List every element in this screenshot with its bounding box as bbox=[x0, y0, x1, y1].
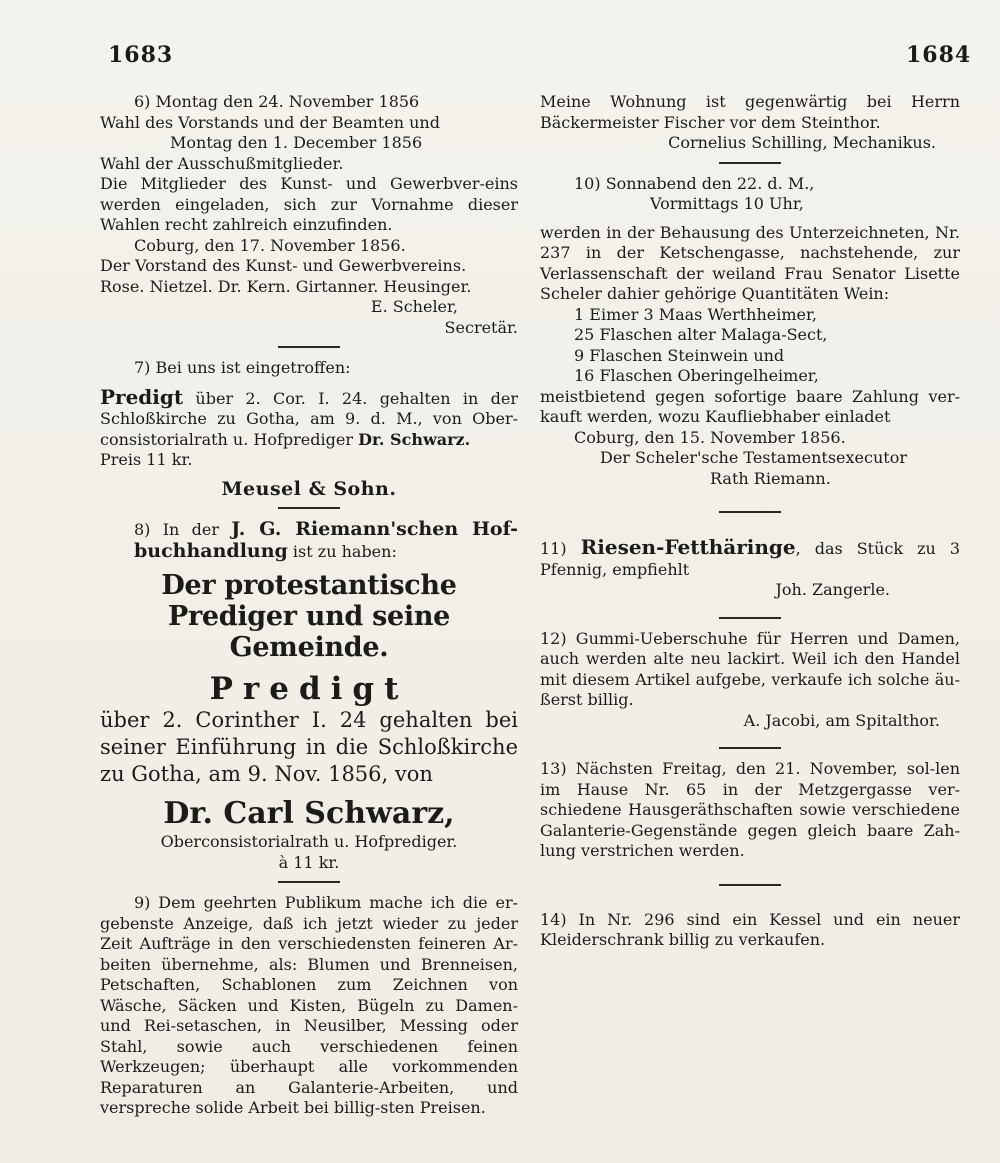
notice-11 bbox=[540, 537, 960, 601]
notice-10 bbox=[540, 174, 960, 490]
notice-8-book-title: Der protestantische Prediger und seine Gemeinde. bbox=[161, 570, 457, 663]
notice-10-body: werden in der Behausung des Unterzeichneten, Nr. 237 in der Ketschengasse, nachstehende, zur Verlassenschaft der weiland Frau Senator Lisette Scheler dahier gehörige Quantitäten Wein: bbox=[540, 222, 960, 303]
notice-10-signature-2: Rath Riemann. bbox=[710, 468, 831, 488]
notice-14-body: 14) In Nr. 296 sind ein Kessel und ein neuer Kleiderschrank billig zu verkaufen. bbox=[540, 909, 960, 949]
notice-7-text: über 2. Cor. I. 24. gehalten in der Schloßkirche zu Gotha, am 9. d. M., von Ober-consistorialrath u. Hofprediger bbox=[100, 388, 518, 449]
notice-11-signature: Joh. Zangerle. bbox=[775, 580, 890, 599]
notice-10-date: Coburg, den 15. November 1856. bbox=[574, 427, 846, 447]
notice-7-body bbox=[100, 384, 518, 451]
notice-6-body: Die Mitglieder des Kunst- und Gewerbver-eins werden eingeladen, sich zur Vornahme dieser Wahlen recht zahlreich einzufinden. bbox=[100, 174, 518, 234]
page-number-right: 1684 bbox=[906, 42, 972, 68]
separator-rule bbox=[719, 162, 781, 164]
notice-6-board: Der Vorstand des Kunst- und Gewerbvereins. bbox=[100, 256, 467, 275]
notice-14 bbox=[540, 910, 960, 951]
notice-9-signature: Cornelius Schilling, Mechanikus. bbox=[668, 133, 936, 152]
notice-11-body bbox=[540, 537, 960, 580]
notice-13-body: 13) Nächsten Freitag, den 21. November, sol-len im Hause Nr. 65 in der Metzgergasse ver-schiedene Hausgeräthschaften sowie verschiedene Galanterie-Gegenstände gegen gleich baare Zah-lung verstrichen werden. bbox=[540, 759, 960, 860]
notice-8 bbox=[100, 519, 518, 873]
notice-8-intro-end: ist zu haben: bbox=[287, 541, 397, 561]
separator-rule bbox=[278, 507, 340, 509]
notice-12-signature: A. Jacobi, am Spitalthor. bbox=[743, 710, 940, 730]
notice-9-body: 9) Dem geehrten Publikum mache ich die er-gebenste Anzeige, daß ich jetzt wieder zu jeder Zeit Aufträge in den verschiedensten feineren Ar-beiten übernehme, als: Blumen und Brenneisen, Petschaften, Schablonen zum Zeichnen von Wäsche, Säcken und Kisten, Bügeln zu Damen- und Rei-setaschen, in Neusilber, Messing oder Stahl, sowie auch verschiedenen feinen Werkzeugen; überhaupt alle vorkommenden Reparaturen an Galanterie-Arbeiten, und verspreche solide Arbeit bei billig-sten Preisen. bbox=[100, 893, 518, 1117]
separator-rule bbox=[719, 884, 781, 886]
notice-9 bbox=[100, 893, 518, 1119]
notice-6-line-4: Wahl der Ausschußmitglieder. bbox=[100, 153, 344, 173]
notice-9-continued bbox=[540, 92, 960, 154]
notice-10-item: 1 Eimer 3 Maas Werthheimer, bbox=[574, 304, 817, 324]
notice-8-role: Oberconsistorialrath u. Hofprediger. bbox=[160, 832, 458, 851]
notice-8-intro bbox=[100, 519, 518, 562]
separator-rule bbox=[278, 346, 340, 348]
notice-7-price: Preis 11 kr. bbox=[100, 450, 193, 469]
notice-7-intro: 7) Bei uns ist eingetroffen: bbox=[134, 358, 351, 377]
notice-6-line-2: Wahl des Vorstands und der Beamten und bbox=[100, 112, 440, 132]
notice-6-names: Rose. Nietzel. Dr. Kern. Girtanner. Heusinger. bbox=[100, 276, 472, 296]
notice-7 bbox=[100, 358, 518, 499]
left-column bbox=[100, 92, 518, 1119]
notice-8-sermon: über 2. Corinther I. 24 gehalten bei seiner Einführung in die Schloßkirche zu Gotha, am 9. Nov. 1856, von bbox=[100, 708, 518, 786]
separator-rule bbox=[719, 617, 781, 619]
separator-rule bbox=[719, 511, 781, 513]
right-column bbox=[540, 92, 960, 951]
separator-rule bbox=[278, 881, 340, 883]
notice-9-address: Meine Wohnung ist gegenwärtig bei Herrn Bäckermeister Fischer vor dem Steinthor. bbox=[540, 92, 960, 132]
page-number-left: 1683 bbox=[108, 42, 174, 68]
notice-7-preacher: Dr. Schwarz. bbox=[358, 429, 471, 449]
notice-7-headline: Predigt bbox=[100, 384, 184, 409]
notice-6-line-3: Montag den 1. December 1856 bbox=[170, 133, 423, 152]
notice-10-after: meistbietend gegen sofortige baare Zahlung ver-kauft werden, wozu Kaufliebhaber einladet bbox=[540, 386, 960, 426]
notice-10-item: 16 Flaschen Oberingelheimer, bbox=[574, 366, 819, 385]
separator-rule bbox=[719, 747, 781, 749]
notice-10-item: 9 Flaschen Steinwein und bbox=[574, 345, 785, 365]
notice-12 bbox=[540, 629, 960, 732]
notice-8-author: Dr. Carl Schwarz, bbox=[163, 796, 455, 831]
notice-6-signature-title: Secretär. bbox=[444, 317, 518, 337]
notice-11-headline: Riesen-Fetthäringe bbox=[580, 535, 796, 559]
notice-11-number: 11) bbox=[540, 539, 581, 558]
notice-8-predigt: Predigt bbox=[209, 671, 409, 707]
notice-6 bbox=[100, 92, 518, 338]
notice-12-body: 12) Gummi-Ueberschuhe für Herren und Damen, auch werden alte neu lackirt. Weil ich den Handel mit diesem Artikel aufgebe, verkaufe ich solche äu-ßerst billig. bbox=[540, 628, 960, 709]
notice-10-item: 25 Flaschen alter Malaga-Sect, bbox=[574, 325, 828, 344]
notice-8-price: à 11 kr. bbox=[278, 852, 340, 872]
notice-6-signature: E. Scheler, bbox=[370, 297, 458, 316]
notice-10-line-1: 10) Sonnabend den 22. d. M., bbox=[574, 173, 815, 193]
notice-8-intro-text: 8) In der bbox=[134, 520, 232, 539]
notice-11-text: , das Stück zu 3 Pfennig, empfiehlt bbox=[540, 539, 961, 579]
notice-10-signature-1: Der Scheler'sche Testamentsexecutor bbox=[600, 448, 907, 467]
notice-13 bbox=[540, 759, 960, 862]
notice-8-bookshop: J. G. Riemann'schen Hof-buchhandlung bbox=[134, 518, 518, 562]
notice-6-date: Coburg, den 17. November 1856. bbox=[134, 235, 406, 255]
notice-10-line-2: Vormittags 10 Uhr, bbox=[650, 194, 804, 213]
notice-7-firm: Meusel & Sohn. bbox=[221, 477, 397, 500]
notice-6-line-1: 6) Montag den 24. November 1856 bbox=[134, 92, 420, 111]
